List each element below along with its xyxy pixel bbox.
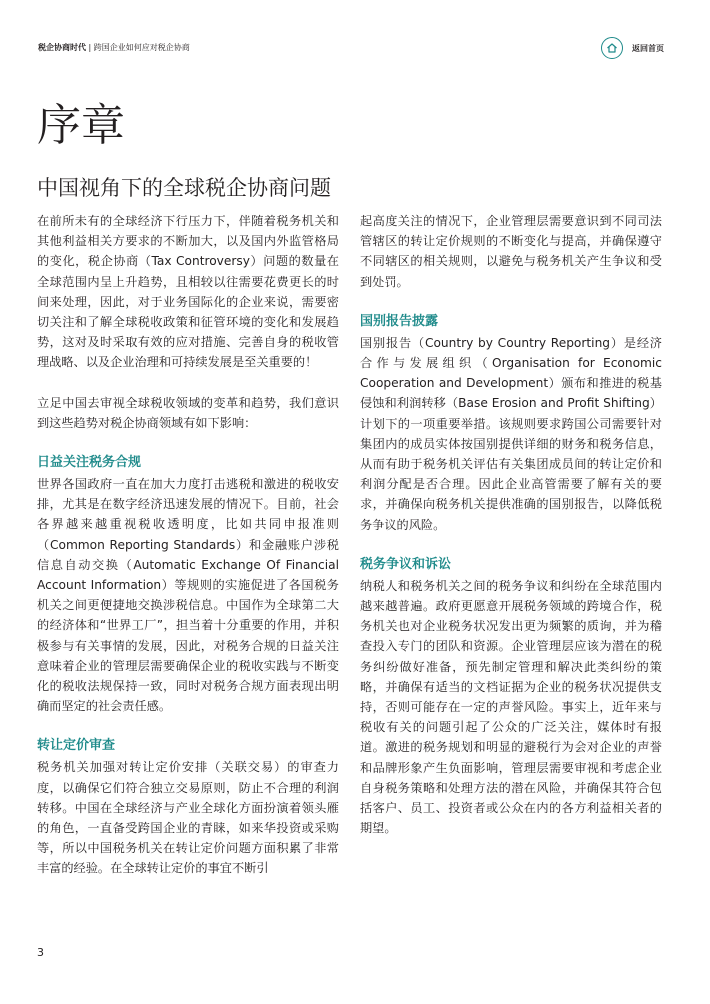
transfer-pricing-continued: 起高度关注的情况下，企业管理层需要意识到不同司法管辖区的转让定价规则的不断变化与提高，并确保遵守不同辖区的相关规则，以避免与税务机关产生争议和受到处罚。 — [360, 214, 662, 289]
home-icon[interactable] — [601, 37, 623, 59]
transfer-pricing-paragraph: 税务机关加强对转让定价安排（关联交易）的审查力度，以确保它们符合独立交易原则，防止不合理的利润转移。中国在全球经济与产业全球化方面扮演着领头雁的角色，一直备受跨国企业的青睐，如来华投资或采购等，所以中国税务机关在转让定价问题方面积累了非常丰富的经验。在全球转让定价的事宜不断引 — [37, 760, 339, 876]
impact-paragraph: 立足中国去审视全球税收领域的变革和趋势，我们意识到这些趋势对税企协商领域有如下影响： — [37, 395, 339, 430]
home-label[interactable]: 返回首页 — [632, 43, 664, 53]
disputes-paragraph: 纳税人和税务机关之间的税务争议和纠纷在全球范围内越来越普遍。政府更愿意开展税务领域的跨境合作，税务机关也对企业税务状况发出更为频繁的质询，并为稽查投入专门的团队和资源。企业管理层应该为潜在的税务纠纷做好准备，预先制定管理和解决此类纠纷的策略，并确保有适当的文档证据为企业的税务状况提供支持，否则可能存在一定的声誉风险。事实上，近年来与税收有关的问题引起了公众的广泛关注，媒体时有报道。激进的税务规划和明显的避税行为会对企业的声誉和品牌形象产生负面影响，管理层需要审视和考虑企业自身税务策略和处理方法的潜在风险，并确保其符合包括客户、员工、投资者或公众在内的各方利益相关者的期望。 — [360, 578, 662, 836]
header-doc-title: 跨国企业如何应对税企协商 — [93, 43, 190, 52]
section-heading-cbcr: 国别报告披露 — [360, 313, 439, 329]
left-column — [37, 211, 339, 879]
section-heading-compliance: 日益关注税务合规 — [37, 455, 142, 471]
header-series: 税企协商时代 — [38, 43, 86, 52]
page-number: 3 — [37, 946, 44, 959]
compliance-paragraph: 世界各国政府一直在加大力度打击逃税和激进的税收安排，尤其是在数字经济迅速发展的情况下。目前，社会各界越来越重视税收透明度，比如共同申报准则（Common Reporting Standards）和金融账户涉税信息自动交换（Automatic Exchange Of Financial Account Information）等规则的实施促进了各国税务机关之间更便捷地交换涉税信息。中国作为全球第二大的经济体和“世界工厂”，担当着十分重要的作用，并积极参与有关事情的发展，因此，对税务合规的日益关注意味着企业的管理层需要确保企业的税收实践与不断变化的税收法规保持一致，同时对税务合规方面表现出明确而坚定的社会责任感。 — [37, 477, 339, 714]
section-heading-disputes: 税务争议和诉讼 — [360, 556, 452, 572]
running-header — [38, 43, 190, 53]
header-separator: | — [86, 43, 94, 52]
intro-paragraph: 在前所未有的全球经济下行压力下，伴随着税务机关和其他利益相关方要求的不断加大，以及国内外监管格局的变化，税企协商（Tax Controversy）问题的数量在全球范围内呈上升趋势，且相较以往需要花费更长的时间来处理，因此，对于业务国际化的企业来说，需要密切关注和了解全球税收政策和征管环境的变化和发展趋势，这对及时采取有效的应对措施、完善自身的税收管理战略、以及企业治理和可持续发展是至关重要的！ — [37, 214, 339, 370]
page-title: 序章 — [37, 100, 125, 151]
page-subtitle: 中国视角下的全球税企协商问题 — [37, 176, 331, 200]
section-heading-transfer-pricing: 转让定价审查 — [37, 738, 116, 754]
right-column — [360, 211, 662, 838]
cbcr-paragraph: 国别报告（Country by Country Reporting）是经济合作与发展组织（Organisation for Economic Cooperation and Development）颁布和推进的税基侵蚀和利润转移（Base Erosion and Profit Shifting）计划下的一项重要举措。该规则要求跨国公司需要针对集团内的成员实体按国别提供详细的财务和税务信息，从而有助于税务机关评估有关集团成员间的转让定价和利润分配是否合理。因此企业高管需要了解有关的要求，并确保向税务机关提供准确的国别报告，以降低税务争议的风险。 — [360, 335, 662, 532]
home-link[interactable] — [601, 37, 664, 59]
